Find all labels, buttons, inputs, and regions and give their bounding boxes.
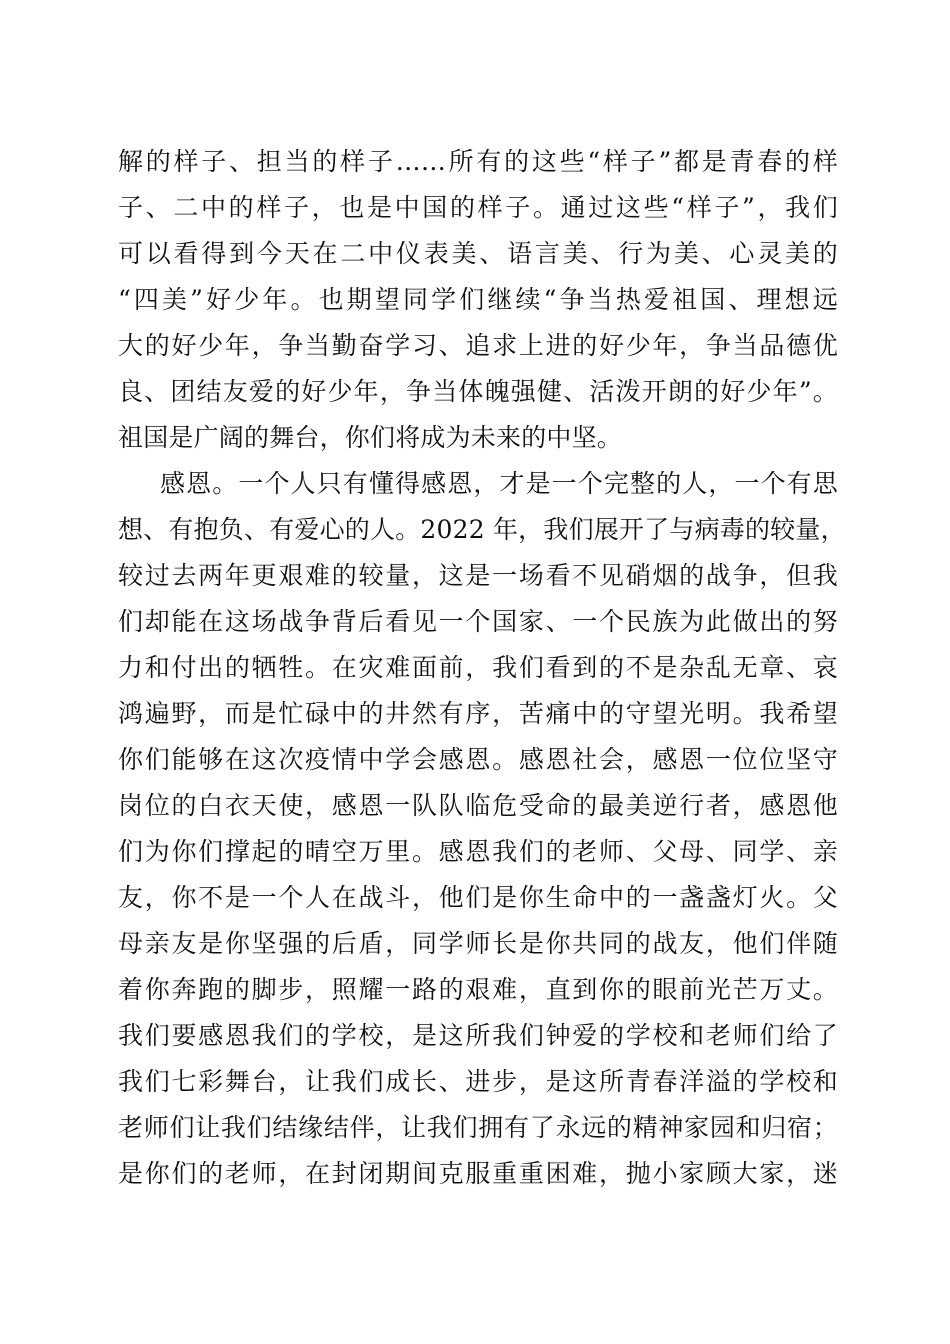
paragraph-line: 是你们的老师，在封闭期间克服重重困难，抛小家顾大家，迷	[118, 1159, 838, 1188]
paragraph-line: 你们能够在这次疫情中学会感恩。感恩社会，感恩一位位坚守	[118, 745, 838, 774]
paragraph-line: 岗位的白衣天使，感恩一队队临危受命的最美逆行者，感恩他	[118, 791, 838, 820]
paragraph-line: 友，你不是一个人在战斗，他们是你生命中的一盏盏灯火。父	[118, 883, 838, 912]
paragraph-line: 老师们让我们结缘结伴，让我们拥有了永远的精神家园和归宿；	[118, 1113, 838, 1142]
paragraph-line: 们却能在这场战争背后看见一个国家、一个民族为此做出的努	[118, 607, 838, 636]
paragraph-1	[118, 139, 838, 461]
paragraph-line: 着你奔跑的脚步，照耀一路的艰难，直到你的眼前光芒万丈。	[118, 975, 838, 1004]
paragraph-line: 想、有抱负、有爱心的人。2022 年，我们展开了与病毒的较量，	[118, 515, 846, 544]
paragraph-line: 我们七彩舞台，让我们成长、进步，是这所青春洋溢的学校和	[118, 1067, 838, 1096]
paragraph-line: “四美”好少年。也期望同学们继续“争当热爱祖国、理想远	[118, 285, 838, 314]
paragraph-2	[118, 461, 846, 1197]
paragraph-line: 母亲友是你坚强的后盾，同学师长是你共同的战友，他们伴随	[118, 929, 838, 958]
paragraph-line: 祖国是广阔的舞台，你们将成为未来的中坚。	[118, 423, 623, 452]
paragraph-line: 鸿遍野，而是忙碌中的井然有序，苦痛中的守望光明。我希望	[118, 699, 838, 728]
paragraph-line: 力和付出的牺牲。在灾难面前，我们看到的不是杂乱无章、哀	[118, 653, 838, 682]
paragraph-line: 感恩。一个人只有懂得感恩，才是一个完整的人，一个有思	[160, 469, 838, 498]
paragraph-line: 可以看得到今天在二中仪表美、语言美、行为美、心灵美的	[118, 239, 838, 268]
paragraph-line: 良、团结友爱的好少年，争当体魄强健、活泼开朗的好少年”。	[118, 377, 838, 406]
document-body	[118, 139, 846, 1197]
paragraph-line: 子、二中的样子，也是中国的样子。通过这些“样子”，我们	[118, 193, 838, 222]
paragraph-line: 较过去两年更艰难的较量，这是一场看不见硝烟的战争，但我	[118, 561, 838, 590]
paragraph-line: 解的样子、担当的样子……所有的这些“样子”都是青春的样	[118, 147, 838, 176]
paragraph-line: 大的好少年，争当勤奋学习、追求上进的好少年，争当品德优	[118, 331, 838, 360]
paragraph-line: 们为你们撑起的晴空万里。感恩我们的老师、父母、同学、亲	[118, 837, 838, 866]
paragraph-line: 我们要感恩我们的学校，是这所我们钟爱的学校和老师们给了	[118, 1021, 838, 1050]
